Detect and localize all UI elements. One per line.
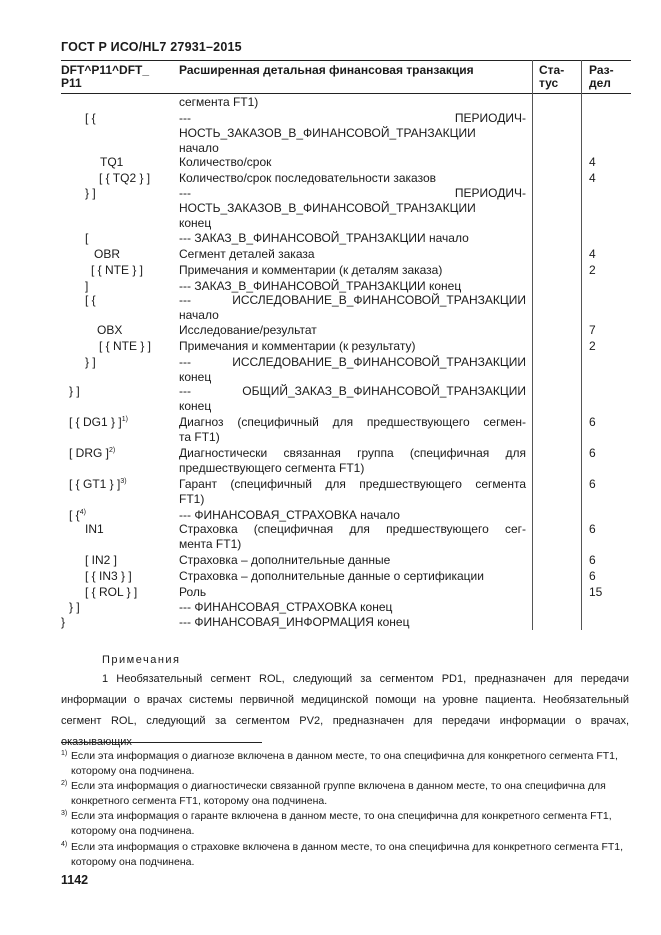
table-column-divider xyxy=(581,60,582,630)
description-cell xyxy=(179,155,526,170)
segment-cell xyxy=(99,339,151,354)
description-cell xyxy=(179,171,526,186)
segment-cell xyxy=(85,355,96,370)
footnote-text: Если эта информация о диагностически связанной группе включена в данном месте, то она специфична для конкретного сегмента FT1, которому она подчинена. xyxy=(71,780,606,807)
page-number: 1142 xyxy=(61,873,89,887)
segment-code: [ { GT1 } ] xyxy=(69,477,121,491)
segment-cell xyxy=(100,155,123,170)
segment-cell xyxy=(97,323,122,338)
description-cell xyxy=(179,186,526,232)
description-line: --- ЗАКАЗ_В_ФИНАНСОВОЙ_ТРАНЗАКЦИИ начало xyxy=(179,231,469,245)
segment-cell xyxy=(69,600,80,615)
footnote xyxy=(61,809,629,839)
segment-cell xyxy=(69,446,115,461)
description-line: Страховка – дополнительные данные xyxy=(179,553,391,567)
segment-cell xyxy=(85,231,88,246)
section-cell: 6 xyxy=(589,415,596,429)
segment-cell xyxy=(85,569,132,584)
description-line: --- ЗАКАЗ_В_ФИНАНСОВОЙ_ТРАНЗАКЦИИ конец xyxy=(179,279,462,293)
description-cell xyxy=(179,569,526,584)
description-cell xyxy=(179,247,526,262)
description-cell xyxy=(179,384,526,414)
description-cell xyxy=(179,615,526,630)
segment-code: [ { ROL } ] xyxy=(85,585,138,599)
footnote-mark: 3) xyxy=(61,810,68,817)
description-line: Страховка (специфичная для предшествующего сег- xyxy=(179,522,526,536)
description-line: начало xyxy=(179,141,219,156)
section-cell: 2 xyxy=(589,339,596,353)
footnote-mark: 2) xyxy=(61,780,68,787)
segment-cell xyxy=(69,415,128,430)
segment-code: [ { xyxy=(69,508,80,522)
section-cell: 7 xyxy=(589,323,596,337)
section-cell: 6 xyxy=(589,477,596,491)
description-cell xyxy=(179,553,526,568)
table-top-rule xyxy=(61,60,631,61)
description-line: конец xyxy=(179,216,212,231)
column-header-segment xyxy=(61,64,149,90)
description-cell xyxy=(179,446,526,476)
segment-code: OBR xyxy=(94,247,121,261)
section-cell: 6 xyxy=(589,446,596,460)
section-cell: 6 xyxy=(589,522,596,536)
description-line: --- ФИНАНСОВАЯ_ИНФОРМАЦИЯ конец xyxy=(179,615,410,629)
description-cell xyxy=(179,522,526,552)
description-line: --- ПЕРИОДИЧ- xyxy=(179,186,526,200)
description-line: Страховка – дополнительные данные о сертификации xyxy=(179,569,484,583)
segment-code: ] xyxy=(85,279,89,293)
description-cell xyxy=(179,263,526,278)
section-cell: 4 xyxy=(589,155,596,169)
description-line: --- ОБЩИЙ_ЗАКАЗ_В_ФИНАНСОВОЙ_ТРАНЗАКЦИИ xyxy=(179,384,526,398)
table-header-rule xyxy=(61,93,631,94)
footnote-separator xyxy=(61,742,262,743)
segment-cell xyxy=(85,553,117,568)
footnote-ref: 3) xyxy=(120,478,127,485)
segment-cell xyxy=(85,293,96,308)
segment-cell xyxy=(85,585,137,600)
segment-cell xyxy=(69,508,86,523)
segment-code: [ DRG ] xyxy=(69,446,110,460)
section-cell: 15 xyxy=(589,585,603,599)
description-line: Диагноз (специфичный для предшествующего сегмен- xyxy=(179,415,526,429)
note-text: 1 Необязательный сегмент ROL, следующий за сегментом PD1, предназначен для передачи информации о врачах системы первичной медицинской помощи на уровне пациента. Необязательный сегмент ROL, следующий за сегментом PV2, предназначен для передачи информации о врачах, оказывающих xyxy=(61,673,629,748)
description-line: --- ФИНАНСОВАЯ_СТРАХОВКА конец xyxy=(179,600,393,614)
segment-cell xyxy=(85,522,104,537)
footnote-ref: 4) xyxy=(79,509,86,516)
column-header-segment-line: P11 xyxy=(61,76,82,90)
footnote xyxy=(61,749,629,779)
description-cell xyxy=(179,111,526,157)
description-cell xyxy=(179,600,526,615)
description-cell xyxy=(179,415,526,445)
description-cell xyxy=(179,323,526,338)
column-header-segment-line: DFT^P11^DFT_ xyxy=(61,63,150,77)
column-header-status xyxy=(539,64,564,90)
description-cell xyxy=(179,585,526,600)
segment-code: } ] xyxy=(85,355,96,369)
section-cell: 6 xyxy=(589,569,596,583)
description-line: НОСТЬ_ЗАКАЗОВ_В_ФИНАНСОВОЙ_ТРАНЗАКЦИИ xyxy=(179,201,476,216)
segment-code: } ] xyxy=(69,384,80,398)
table-column-divider xyxy=(532,60,533,630)
footnote-mark: 1) xyxy=(61,750,68,757)
column-header-section-line: дел xyxy=(589,76,611,90)
segment-cell xyxy=(85,279,88,294)
description-cell xyxy=(179,279,526,294)
footnote-text: Если эта информация о диагнозе включена в данном месте, то она специфична для конкретного сегмента FT1, которому она подчинена. xyxy=(71,750,618,777)
description-cell xyxy=(179,339,526,354)
footnote-ref: 1) xyxy=(121,416,128,423)
description-line: Примечания и комментарии (к деталям заказа) xyxy=(179,263,443,277)
description-line: --- ИССЛЕДОВАНИЕ_В_ФИНАНСОВОЙ_ТРАНЗАКЦИИ xyxy=(179,293,526,307)
segment-cell xyxy=(94,247,120,262)
segment-code: [ { IN3 } ] xyxy=(85,569,132,583)
description-line: Сегмент деталей заказа xyxy=(179,247,315,261)
segment-code: [ xyxy=(85,231,89,245)
segment-code: [ { xyxy=(85,111,96,125)
segment-code: } ] xyxy=(85,186,96,200)
notes-title: Примечания xyxy=(102,654,181,666)
segment-code: [ { NTE } ] xyxy=(91,263,144,277)
description-cell xyxy=(179,477,526,507)
segment-code: OBX xyxy=(97,323,123,337)
segment-cell xyxy=(85,186,96,201)
description-line: конец xyxy=(179,399,212,414)
description-line: Гарант (специфичный для предшествующего сегмента xyxy=(179,477,526,491)
description-line: сегмента FT1) xyxy=(179,95,259,109)
description-line: Количество/срок последовательности заказов xyxy=(179,171,436,185)
description-cell xyxy=(179,293,526,323)
segment-code: TQ1 xyxy=(100,155,124,169)
description-line: --- ПЕРИОДИЧ- xyxy=(179,111,526,125)
section-cell: 6 xyxy=(589,553,596,567)
description-cell xyxy=(179,231,526,246)
segment-cell xyxy=(69,477,127,492)
description-line: FT1) xyxy=(179,492,205,507)
segment-code: [ { TQ2 } ] xyxy=(99,171,151,185)
column-header-section-line: Раз- xyxy=(589,63,614,77)
section-cell: 2 xyxy=(589,263,596,277)
segment-cell xyxy=(69,384,80,399)
document-header: ГОСТ Р ИСО/HL7 27931–2015 xyxy=(61,40,242,54)
description-line: Исследование/результат xyxy=(179,323,317,337)
segment-cell xyxy=(99,171,150,186)
description-line: начало xyxy=(179,308,219,323)
description-cell xyxy=(179,95,526,110)
segment-code: [ { xyxy=(85,293,96,307)
column-header-section xyxy=(589,64,614,90)
description-line: Примечания и комментарии (к результату) xyxy=(179,339,416,353)
description-cell xyxy=(179,508,526,523)
footnote xyxy=(61,779,629,809)
segment-cell xyxy=(85,111,96,126)
section-cell: 4 xyxy=(589,247,596,261)
description-line: --- ФИНАНСОВАЯ_СТРАХОВКА начало xyxy=(179,508,400,522)
section-cell: 4 xyxy=(589,171,596,185)
segment-cell xyxy=(91,263,143,278)
description-line: НОСТЬ_ЗАКАЗОВ_В_ФИНАНСОВОЙ_ТРАНЗАКЦИИ xyxy=(179,126,476,141)
description-line: та FT1) xyxy=(179,430,220,445)
segment-code: [ { NTE } ] xyxy=(99,339,152,353)
segment-code: [ IN2 ] xyxy=(85,553,118,567)
segment-code: IN1 xyxy=(85,522,104,536)
description-line: Роль xyxy=(179,585,207,599)
footnote-text: Если эта информация о страховке включена в данном месте, то она специфична для конкретного сегмента FT1, которому она подчинена. xyxy=(71,841,624,868)
footnote xyxy=(61,840,629,870)
segment-code: [ { DG1 } ] xyxy=(69,415,122,429)
description-line: мента FT1) xyxy=(179,537,242,552)
description-line: --- ИССЛЕДОВАНИЕ_В_ФИНАНСОВОЙ_ТРАНЗАКЦИИ xyxy=(179,355,526,369)
footnote-ref: 2) xyxy=(109,447,116,454)
description-line: Диагностически связанная группа (специфичная для xyxy=(179,446,526,460)
segment-code: } ] xyxy=(69,600,80,614)
description-line: Количество/срок xyxy=(179,155,272,169)
column-header-status-line: тус xyxy=(539,76,559,90)
segment-code: } xyxy=(61,615,66,629)
footnote-text: Если эта информация о гаранте включена в данном месте, то она специфична для конкретного сегмента FT1, которому она подчинена. xyxy=(71,810,612,837)
footnote-mark: 4) xyxy=(61,841,68,848)
column-header-status-line: Ста- xyxy=(539,63,565,77)
description-line: предшествующего сегмента FT1) xyxy=(179,461,365,476)
description-cell xyxy=(179,355,526,385)
description-line: конец xyxy=(179,370,212,385)
column-header-description: Расширенная детальная финансовая транзакция xyxy=(179,63,474,77)
segment-cell xyxy=(61,615,65,630)
